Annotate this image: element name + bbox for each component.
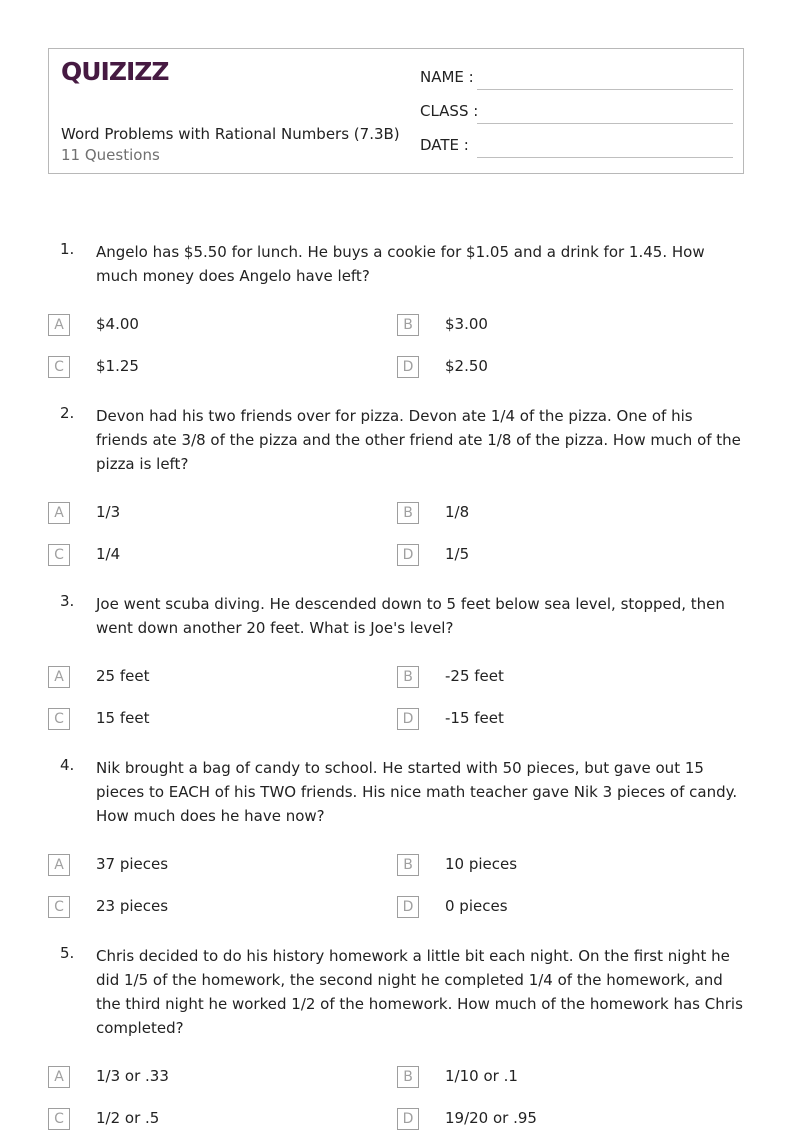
question-number: 5. [60,944,75,962]
question-count: 11 Questions [61,146,160,164]
question-text: Devon had his two friends over for pizza. Devon ate 1/4 of the pizza. One of his friends ate 3/8 of the pizza and the other friend ate 1/8 of the pizza. How much of the pizza is left? [96,407,741,473]
question-text: Joe went scuba diving. He descended down to 5 feet below sea level, stopped, then went down another 20 feet. What is Joe's level? [96,595,725,637]
option-letter-box: C [48,1108,70,1130]
question-number: 3. [60,592,75,610]
option-text: -25 feet [445,667,504,685]
quizizz-logo: QUIZIZZ [61,57,169,86]
option-letter-box: D [397,356,419,378]
option-letter-box: C [48,896,70,918]
option-letter-box: C [48,544,70,566]
option-text: 1/2 or .5 [96,1109,160,1127]
date-line[interactable] [477,157,733,158]
option-text: 10 pieces [445,855,518,873]
question-number: 1. [60,240,75,258]
option-letter-box: C [48,708,70,730]
worksheet-header [48,48,744,174]
option-letter-box: A [48,1066,70,1088]
option-text: 37 pieces [96,855,169,873]
class-line[interactable] [477,123,733,124]
option-letter-box: B [397,314,419,336]
option-letter-box: B [397,854,419,876]
option-text: 1/3 or .33 [96,1067,169,1085]
class-field[interactable] [420,102,733,124]
option-text: 23 pieces [96,897,169,915]
option-letter-box: A [48,854,70,876]
option-text: 15 feet [96,709,150,727]
question-text: Chris decided to do his history homework a little bit each night. On the first night he did 1/5 of the homework, the second night he completed 1/4 of the homework, and the third night he worked 1/2 of the homework. How much of the homework has Chris completed? [96,947,743,1037]
date-field[interactable] [420,136,733,158]
question-number: 2. [60,404,75,422]
option-text: 0 pieces [445,897,508,915]
option-letter-box: B [397,502,419,524]
question-number: 4. [60,756,75,774]
option-text: 25 feet [96,667,150,685]
name-label: NAME : [420,68,474,86]
option-text: 1/3 [96,503,121,521]
option-text: -15 feet [445,709,504,727]
option-letter-box: B [397,1066,419,1088]
question-text: Nik brought a bag of candy to school. He started with 50 pieces, but gave out 15 pieces to EACH of his TWO friends. His nice math teacher gave Nik 3 pieces of candy. How much does he have now? [96,759,738,825]
name-line[interactable] [477,89,733,90]
option-text: 1/10 or .1 [445,1067,518,1085]
option-text: $4.00 [96,315,139,333]
option-letter-box: D [397,1108,419,1130]
option-text: 1/4 [96,545,121,563]
option-letter-box: C [48,356,70,378]
option-text: 1/8 [445,503,470,521]
option-text: $3.00 [445,315,488,333]
option-text: $1.25 [96,357,139,375]
name-field[interactable] [420,68,733,90]
option-letter-box: D [397,896,419,918]
option-letter-box: D [397,544,419,566]
option-letter-box: D [397,708,419,730]
option-letter-box: A [48,502,70,524]
date-label: DATE : [420,136,469,154]
option-text: 1/5 [445,545,470,563]
class-label: CLASS : [420,102,479,120]
worksheet-title: Word Problems with Rational Numbers (7.3B) [61,125,400,143]
option-letter-box: B [397,666,419,688]
question-text: Angelo has $5.50 for lunch. He buys a cookie for $1.05 and a drink for 1.45. How much money does Angelo have left? [96,243,705,285]
option-letter-box: A [48,666,70,688]
option-text: 19/20 or .95 [445,1109,537,1127]
option-text: $2.50 [445,357,488,375]
option-letter-box: A [48,314,70,336]
